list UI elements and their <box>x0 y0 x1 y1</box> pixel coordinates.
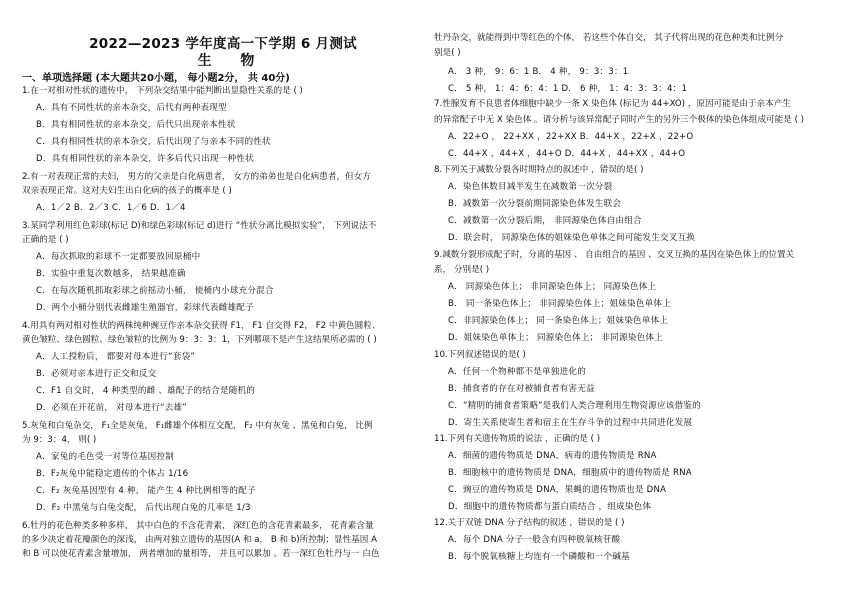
question-text-line: 为 9：3：4， 则( ) <box>22 435 97 445</box>
question-text-line: 黄色皱粒、绿色圆粒、绿色皱粒的比例为 9：3：3：1，下列哪项不是产生这结果所必需的 ( ) <box>22 335 377 345</box>
answer-option: B． 同一条染色体上； 非同源染色体上；姐妹染色单体上 <box>448 299 672 309</box>
question-text-line: 12.关于双链 DNA 分子结构的叙述 ，错误的是 ( ) <box>434 518 625 528</box>
answer-option: C．“精明的捕食者策略”是我们人类合理利用生物资源应该借鉴的 <box>448 401 701 411</box>
answer-option: D．联会时， 同源染色体的姐妹染色单体之间可能发生交叉互换 <box>448 233 696 243</box>
subject-title: 生 物 <box>197 53 267 69</box>
question-text-line: 10.下列叙述错误的是( ) <box>434 350 526 360</box>
question-text-line: 2.有一对表现正常的夫妇， 男方的父亲是白化病患者， 女方的弟弟也是白化病患者，但女方 <box>22 172 371 182</box>
question-text-line: 和 B 可以使花青素含量增加， 两者增加的量相等， 并且可以累加 。若一深红色牡丹与一 白色 <box>22 549 380 559</box>
question-text-line: 系， 分别是( ) <box>434 265 490 275</box>
answer-option: C．F₂ 灰兔基因型有 4 种， 能产生 4 种比例相等的配子 <box>36 486 256 496</box>
question-text-line: 正确的是 ( ) <box>22 235 69 245</box>
question-text-line: 6.牡丹的花色种类多种多样， 其中白色的不含花青素， 深红色的含花青素最多， 花青素含量 <box>22 521 374 531</box>
answer-option: C．减数第一次分裂后期， 非同源染色体自由组合 <box>448 216 642 226</box>
answer-option: B．每个脱氧核糖上均连有一个磷酸和一个碱基 <box>448 552 630 562</box>
answer-option: C．具有相同性状的亲本杂交，后代出现了与亲本不同的性状 <box>36 137 271 147</box>
answer-option: A．任何一个物种都不是单独进化的 <box>448 367 586 377</box>
answer-option: A．染色体数目减半发生在减数第一次分裂 <box>448 182 613 192</box>
answer-option: C．豌豆的遗传物质是 DNA，果蝇的遗传物质也是 DNA <box>448 485 667 495</box>
answer-option: A． 3 种， 9：6：1 B． 4 种， 9：3：3：1 <box>448 67 629 77</box>
answer-option: D．具有相同性状的亲本杂交，许多后代只出现一种性状 <box>36 154 254 164</box>
answer-option: C．F1 自交时， 4 种类型的雌 、雄配子的结合是随机的 <box>36 386 256 396</box>
answer-option: C．在每次随机抓取彩球之前摇动小桶， 使桶内小球充分混合 <box>36 286 274 296</box>
question-text-line: 7.性腺发育不良患者体细胞中缺少一条 X 染色体 (标记为 44+XO) ，原因可能是由于亲本产生 <box>434 99 791 109</box>
answer-option: B．必须对亲本进行正交和反交 <box>36 369 157 379</box>
answer-option: D．姐妹染色单体上； 同源染色体上； 非同源染色体上 <box>448 333 663 343</box>
answer-option: A．每次抓取的彩球不一定都要放回原桶中 <box>36 252 201 262</box>
answer-option: D．必须在开花前， 对母本进行“去雄” <box>36 403 187 413</box>
answer-option: B．F₂灰兔中能稳定遗传的个体占 1/16 <box>36 469 189 479</box>
section-heading: 一、单项选择题 (本大题共20小题， 每小题2分， 共 40分) <box>22 73 290 84</box>
question-text-line: 的多少决定着花瓣颜色的深浅， 由两对独立遗传的基因(A 和 a， B 和 b)所控制；显性基因 A <box>22 535 377 545</box>
question-text-line: 9.减数分裂形成配子时，分离的基因 、 自由组合的基因 、交叉互换的基因在染色体上的位置关 <box>434 250 795 260</box>
question-text-line: 5.灰兔和白兔杂交， F₁全是灰兔， F₁雌雄个体相互交配， F₂ 中有灰兔 、黑兔和白兔， 比例 <box>22 421 373 431</box>
answer-option: A．具有不同性状的亲本杂交，后代有两种表现型 <box>36 103 227 113</box>
answer-option: B．实验中重复次数越多， 结果越准确 <box>36 269 186 279</box>
question-text-line: 8.下列关于减数分裂各时期特点的叙述中 ，错误的是( ) <box>434 165 644 175</box>
question-text-line: 双亲表现正常。这对夫妇生出白化病的孩子的概率是 ( ) <box>22 186 232 196</box>
answer-option: C． 5 种， 1：4：6：4：1 D． 6 种， 1：4：3：3：4：1 <box>448 84 688 94</box>
question-text-line: 4.用具有两对相对性状的两株纯种豌豆作亲本杂交获得 F1， F1 自交得 F2， F2 中黄色圆粒、 <box>22 321 381 331</box>
answer-option: A．每个 DNA 分子一般含有四种脱氧核苷酸 <box>448 535 621 545</box>
question-text-line: 3.某同学利用红色彩球(标记 D)和绿色彩球(标记 d)进行 “性状分离比模拟实验”， 下列说法不 <box>22 221 377 231</box>
question-text-line: 牡丹杂交，就能得到中等红色的个体， 若这些个体自交， 其子代将出现的花色种类和比例分 <box>434 33 784 43</box>
answer-option: A．细菌的遗传物质是 DNA，病毒的遗传物质是 RNA <box>448 451 657 461</box>
answer-option: A．家兔的毛色受一对等位基因控制 <box>36 452 174 462</box>
answer-option: A．人工授粉后， 都要对母本进行“套袋” <box>36 352 196 362</box>
answer-option: A． 同源染色体上； 非同源染色体上； 同源染色体上 <box>448 282 657 292</box>
question-text-line: 的异常配子中无 X 染色体 。请分析与该异常配子同时产生的另外三个极体的染色体组成可能是 ( ) <box>434 115 805 125</box>
answer-option: A．22+O ， 22+XX ，22+XX B．44+X ，22+X ，22+O <box>448 132 694 142</box>
question-text-line: 11.下列有关遗传物质的说法 ，正确的是 ( ) <box>434 434 601 444</box>
answer-option: C．非同源染色体上； 同一条染色体上；姐妹染色单体上 <box>448 316 669 326</box>
answer-option: D．寄生关系使寄生者和宿主在生存斗争的过程中共同进化发展 <box>448 418 693 428</box>
answer-option: D．两个小桶分别代表雌雄生殖器官，彩球代表雌雄配子 <box>36 303 254 313</box>
question-text-line: 1.在一对相对性状的遗传中， 下列杂交结果中能判断出显隐性关系的是 ( ) <box>22 86 303 96</box>
answer-option: B．具有相同性状的亲本杂交，后代只出现亲本性状 <box>36 120 236 130</box>
exam-title: 2022—2023 学年度高一下学期 6 月测试 <box>89 36 357 52</box>
answer-option: B．捕食者的存在对被捕食者有害无益 <box>448 384 595 394</box>
answer-option: B．细胞核中的遗传物质是 DNA，细胞质中的遗传物质是 RNA <box>448 468 692 478</box>
answer-option: B．减数第一次分裂前期同源染色体发生联会 <box>448 199 622 209</box>
answer-option: D．F₂ 中黑兔与白兔交配， 后代出现白兔的几率是 1/3 <box>36 503 251 513</box>
answer-option: A．1／2 B．2／3 C．1／6 D．1／4 <box>36 203 186 213</box>
question-text-line: 别是( ) <box>434 48 461 58</box>
answer-option: C．44+X ，44+X ，44+O D．44+X ，44+XX ，44+O <box>448 149 686 159</box>
answer-option: D．细胞中的遗传物质都与蛋白质结合 ，组成染色体 <box>448 502 652 512</box>
